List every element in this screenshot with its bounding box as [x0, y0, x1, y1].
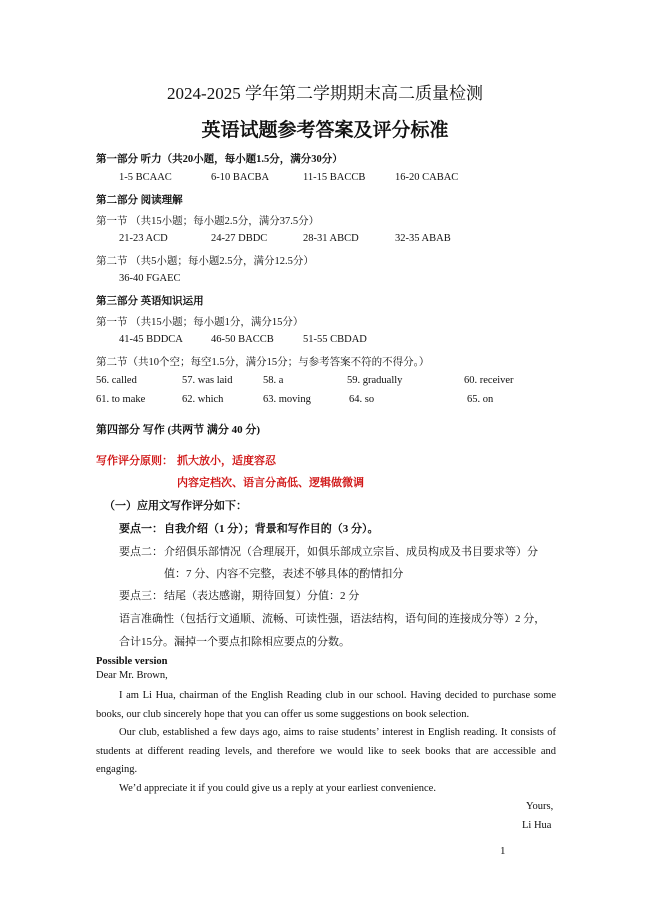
- answer-group: 21-23 ACD: [119, 233, 168, 244]
- answer-group: 1-5 BCAAC: [119, 172, 172, 183]
- answer-group: 36-40 FGAEC: [119, 273, 181, 284]
- answer-group: 41-45 BDDCA: [119, 334, 183, 345]
- part1-title: 第一部分 听力（共20小题，每小题1.5分，满分30分）: [96, 154, 343, 165]
- answer-group: 28-31 ABCD: [303, 233, 359, 244]
- fill-answer: 57. was laid: [182, 375, 233, 386]
- letter-paragraph-3: We’d appreciate it if you could give us a reply at your earliest convenience.: [119, 783, 436, 794]
- fill-answer: 62. which: [182, 394, 224, 405]
- point3-label: 要点三：: [119, 590, 163, 602]
- document-title: 2024-2025 学年第二学期期末高二质量检测: [167, 84, 483, 103]
- part3-title: 第三部分 英语知识运用: [96, 296, 204, 307]
- point3-text: 结尾（表达感谢，期待回复）分值：2 分: [164, 590, 360, 602]
- answer-group: 51-55 CBDAD: [303, 334, 367, 345]
- letter-greeting: Dear Mr. Brown,: [96, 670, 168, 681]
- answer-group: 16-20 CABAC: [395, 172, 459, 183]
- principle-label: 写作评分原则：: [96, 455, 173, 467]
- part2-section2-title: 第二节 （共5小题；每小题2.5分，满分12.5分）: [96, 256, 314, 267]
- page-number: 1: [500, 845, 506, 857]
- fill-answer: 63. moving: [263, 394, 311, 405]
- answer-group: 46-50 BACCB: [211, 334, 274, 345]
- fill-answer: 59. gradually: [347, 375, 403, 386]
- answer-group: 24-27 DBDC: [211, 233, 268, 244]
- point2-text: 介绍俱乐部情况（合理展开，如俱乐部成立宗旨、成员构成及书目要求等）分: [164, 546, 538, 558]
- part2-title: 第二部分 阅读理解: [96, 195, 183, 206]
- language-criteria: 语言准确性（包括行文通顺、流畅、可读性强，语法结构，语句间的连接成分等）2 分，: [119, 613, 546, 625]
- letter-signature: Li Hua: [522, 820, 552, 831]
- letter-paragraph-1: I am Li Hua, chairman of the English Reading club in our school. Having decided to purchase some books, our club sincerely hope that you can offer us some suggestions on book selection.: [96, 690, 556, 720]
- fill-answer: 61. to make: [96, 394, 146, 405]
- fill-answer: 58. a: [263, 375, 284, 386]
- answer-group: 11-15 BACCB: [303, 172, 366, 183]
- answer-group: 32-35 ABAB: [395, 233, 451, 244]
- part4-title: 第四部分 写作 (共两节 满分 40 分): [96, 424, 261, 436]
- subsection-title: （一）应用文写作评分如下：: [104, 500, 247, 512]
- point2-label: 要点二：: [119, 546, 163, 558]
- principle-text-2: 内容定档次、语言分高低、逻辑做微调: [177, 477, 364, 489]
- fill-answer: 60. receiver: [464, 375, 514, 386]
- fill-answer: 56. called: [96, 375, 137, 386]
- point2-continuation: 值：7 分、内容不完整，表述不够具体的酌情扣分: [164, 568, 404, 580]
- part3-section1-title: 第一节 （共15小题；每小题1分，满分15分）: [96, 317, 304, 328]
- part3-section2-title: 第二节（共10个空；每空1.5分，满分15分；与参考答案不符的不得分。）: [96, 357, 430, 368]
- total-score-note: 合计15分。漏掉一个要点扣除相应要点的分数。: [119, 636, 350, 648]
- principle-text-1: 抓大放小，适度容忍: [177, 455, 276, 467]
- point1-label: 要点一：: [119, 523, 163, 535]
- fill-answer: 64. so: [349, 394, 375, 405]
- letter-paragraph-2: Our club, established a few days ago, aims to raise students’ interest in English reading. It consists of students at different reading levels, and therefore we would like to seek books that are accessible and engaging.: [96, 727, 556, 775]
- part2-section1-title: 第一节 （共15小题；每小题2.5分，满分37.5分）: [96, 216, 320, 227]
- letter-closing: Yours,: [526, 801, 554, 812]
- document-subtitle: 英语试题参考答案及评分标准: [201, 120, 449, 141]
- point1-text: 自我介绍（1 分）；背景和写作目的（3 分）。: [164, 523, 379, 535]
- fill-answer: 65. on: [467, 394, 494, 405]
- possible-version-label: Possible version: [96, 656, 168, 667]
- answer-group: 6-10 BACBA: [211, 172, 270, 183]
